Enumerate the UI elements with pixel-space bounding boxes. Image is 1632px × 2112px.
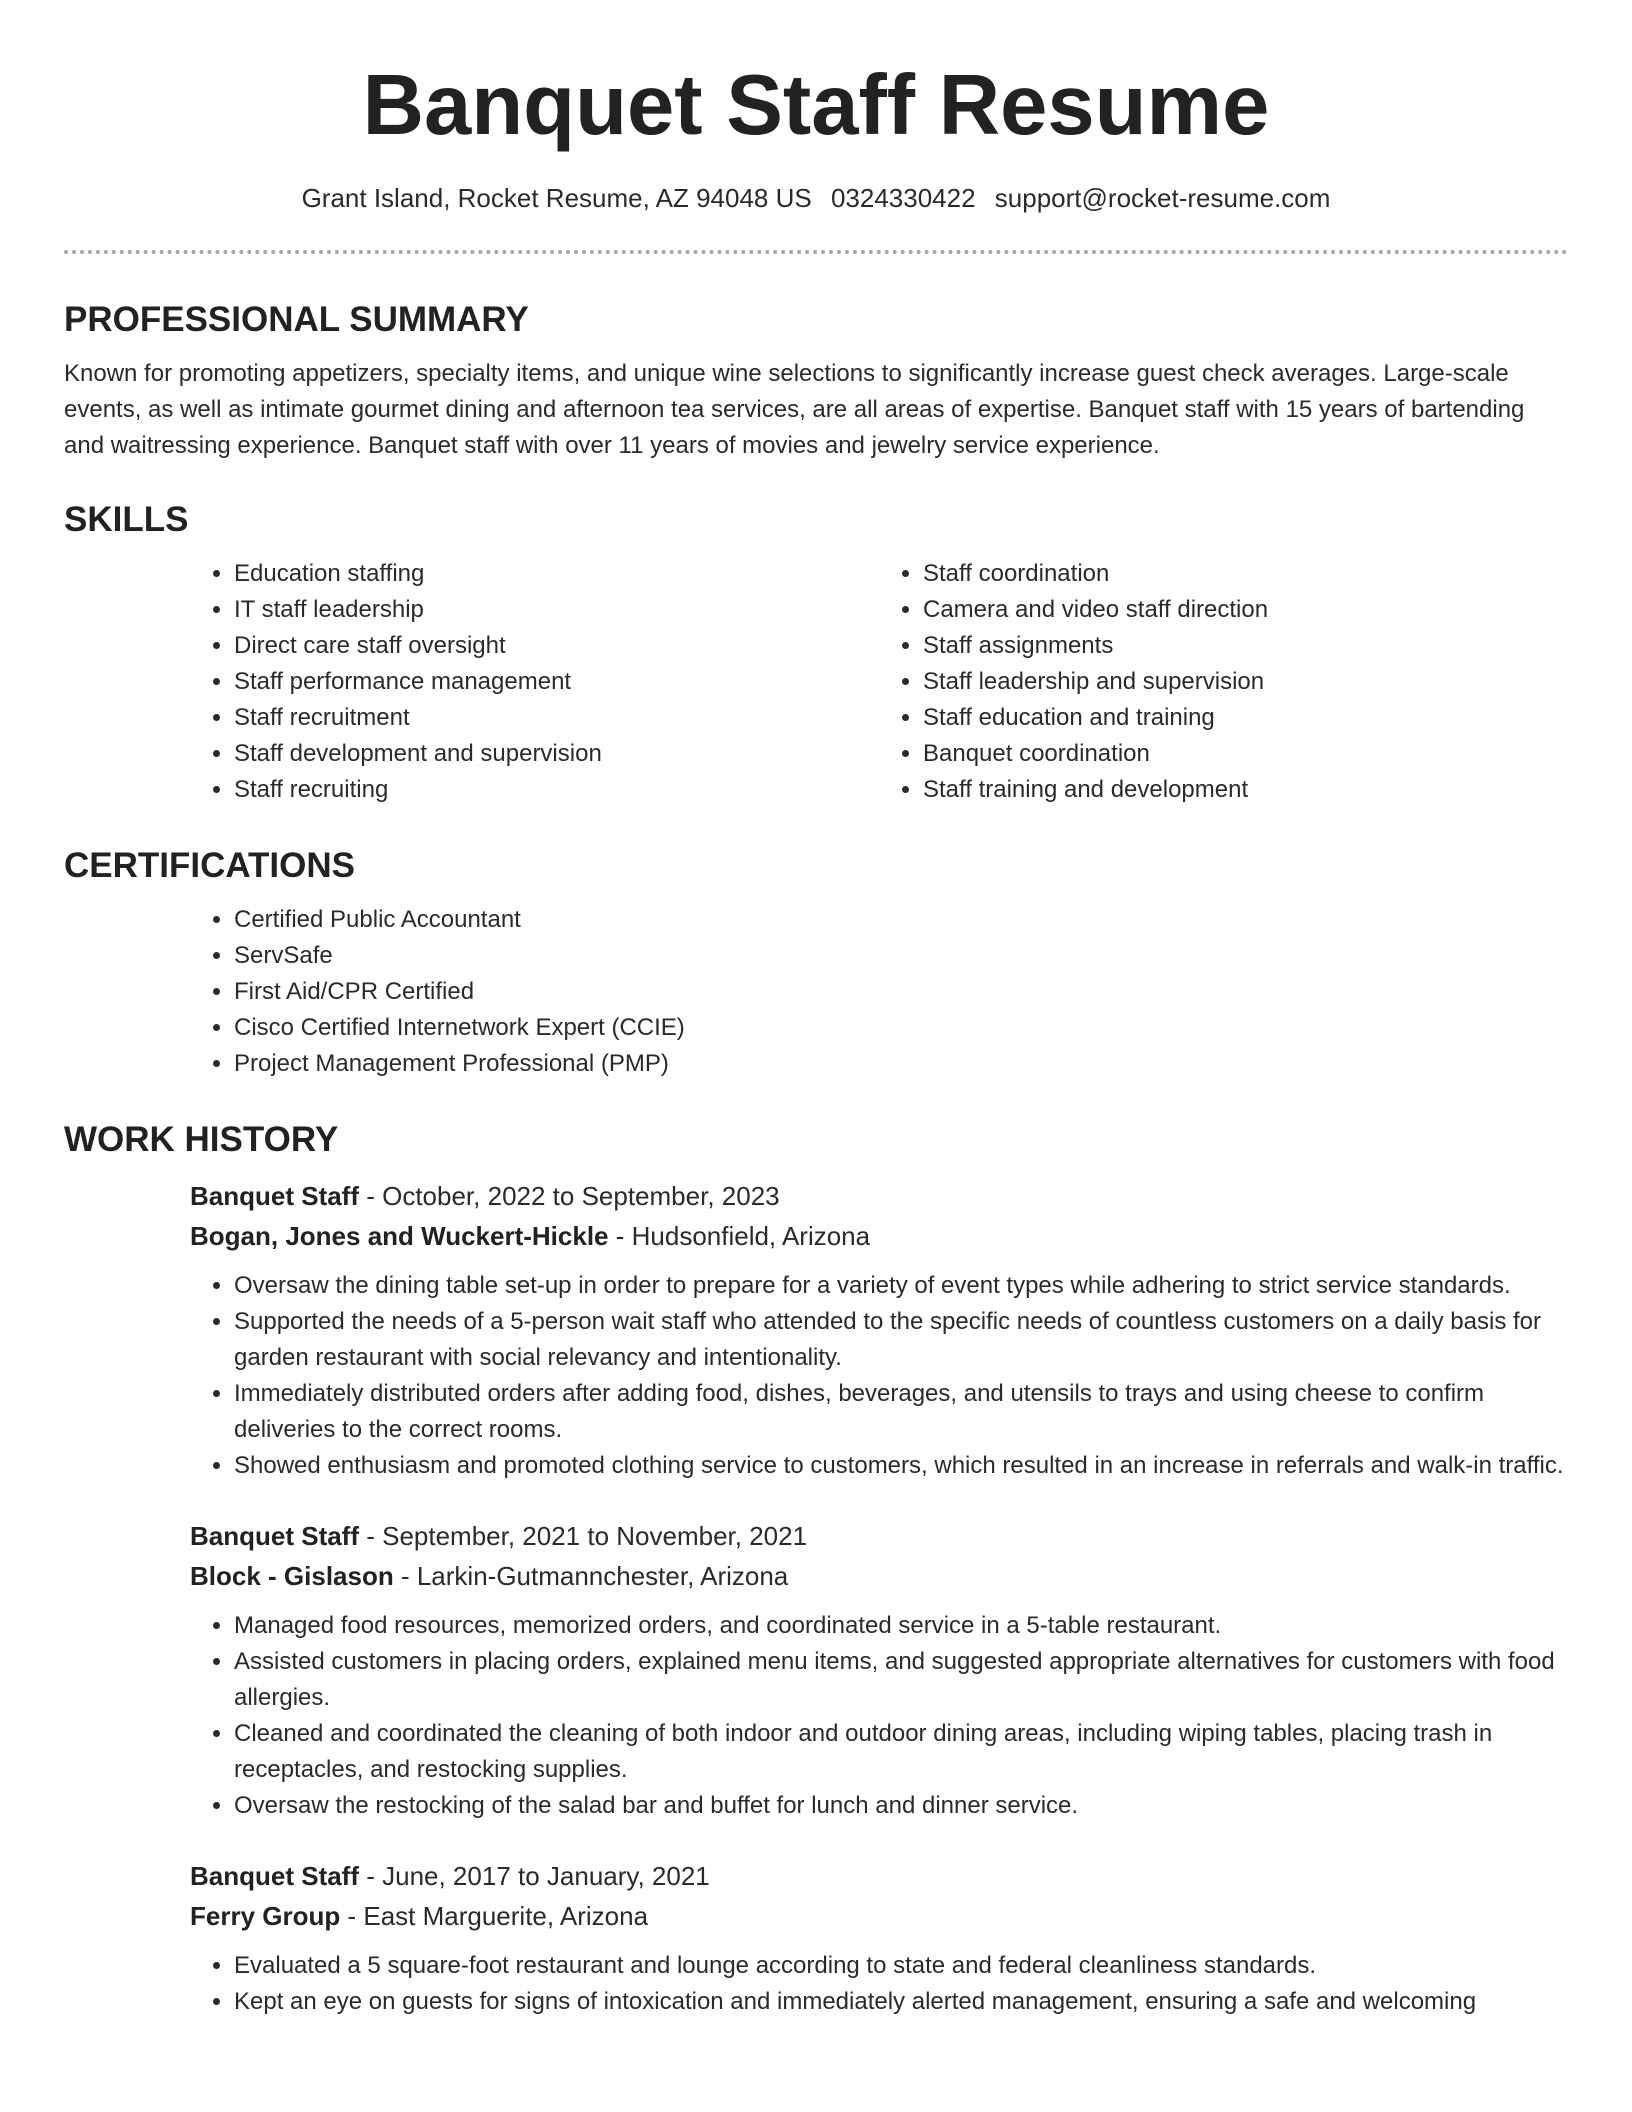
job-bullets [190, 1948, 1568, 2020]
job-title-line [190, 1856, 1568, 1896]
skill-item: • Staff development and supervision [234, 736, 879, 772]
skill-item: • Camera and video staff direction [923, 592, 1568, 628]
header-divider [64, 250, 1568, 254]
contact-email[interactable]: support@rocket-resume.com [994, 183, 1331, 213]
skills-list-left [190, 556, 879, 808]
contact-line [0, 180, 1632, 216]
certification-item: • Certified Public Accountant [234, 902, 1568, 938]
job-company: Bogan, Jones and Wuckert-Hickle [190, 1221, 609, 1251]
skill-item: • Staff assignments [923, 628, 1568, 664]
job-role: Banquet Staff [190, 1861, 359, 1891]
job-company-line [190, 1896, 1568, 1936]
contact-phone[interactable]: 0324330422 [830, 183, 976, 213]
work-history-heading: WORK HISTORY [64, 1120, 339, 1159]
job-bullet: • Showed enthusiasm and promoted clothing service to customers, which resulted in an increase in referrals and walk-in traffic. [234, 1448, 1568, 1484]
skill-item: • Staff leadership and supervision [923, 664, 1568, 700]
job-bullet: • Kept an eye on guests for signs of intoxication and immediately alerted management, ensuring a safe and welcoming [234, 1984, 1568, 2020]
work-history-section [64, 1116, 1568, 2020]
skills-list-right [879, 556, 1568, 808]
job-bullets [190, 1608, 1568, 1824]
resume-title: Banquet Staff Resume [362, 58, 1270, 153]
skill-item: • Staff recruiting [234, 772, 879, 808]
job-role: Banquet Staff [190, 1521, 359, 1551]
summary-section [64, 296, 1568, 464]
job-dates: - June, 2017 to January, 2021 [359, 1861, 710, 1891]
job-location: - Hudsonfield, Arizona [608, 1221, 871, 1251]
skill-item: • IT staff leadership [234, 592, 879, 628]
certifications-heading: CERTIFICATIONS [64, 846, 356, 885]
certifications-wrapper [190, 902, 1568, 1082]
contact-address: Grant Island, Rocket Resume, AZ 94048 US [301, 183, 812, 213]
skill-item: • Staff performance management [234, 664, 879, 700]
skill-item: • Staff education and training [923, 700, 1568, 736]
job-bullet: • Oversaw the restocking of the salad bar and buffet for lunch and dinner service. [234, 1788, 1568, 1824]
job-bullet: • Supported the needs of a 5-person wait staff who attended to the specific needs of countless customers on a daily basis for garden restaurant with social relevancy and intentionality. [234, 1304, 1568, 1376]
job-title-line [190, 1516, 1568, 1556]
job-company-line [190, 1556, 1568, 1596]
job-company-line [190, 1216, 1568, 1256]
job-entry [190, 1516, 1568, 1824]
resume-body [64, 296, 1568, 2052]
job-dates: - October, 2022 to September, 2023 [359, 1181, 780, 1211]
job-bullet: • Managed food resources, memorized orders, and coordinated service in a 5-table restaurant. [234, 1608, 1568, 1644]
skill-item: • Education staffing [234, 556, 879, 592]
job-bullet: • Immediately distributed orders after adding food, dishes, beverages, and utensils to trays and using cheese to confirm deliveries to the correct rooms. [234, 1376, 1568, 1448]
certifications-section [64, 842, 1568, 1082]
job-bullet: • Cleaned and coordinated the cleaning of both indoor and outdoor dining areas, including wiping tables, placing trash in receptacles, and restocking supplies. [234, 1716, 1568, 1788]
skill-item: • Staff coordination [923, 556, 1568, 592]
job-title-line [190, 1176, 1568, 1216]
certifications-list [190, 902, 1568, 1082]
skills-section [64, 496, 1568, 808]
job-role: Banquet Staff [190, 1181, 359, 1211]
job-company: Ferry Group [190, 1901, 341, 1931]
job-company: Block - Gislason [190, 1561, 394, 1591]
job-bullet: • Assisted customers in placing orders, explained menu items, and suggested appropriate alternatives for customers with food allergies. [234, 1644, 1568, 1716]
job-entry [190, 1856, 1568, 2020]
skill-item: • Banquet coordination [923, 736, 1568, 772]
skill-item: • Direct care staff oversight [234, 628, 879, 664]
job-dates: - September, 2021 to November, 2021 [359, 1521, 808, 1551]
job-bullet: • Oversaw the dining table set-up in order to prepare for a variety of event types while adhering to strict service standards. [234, 1268, 1568, 1304]
job-bullet: • Evaluated a 5 square-foot restaurant and lounge according to state and federal cleanliness standards. [234, 1948, 1568, 1984]
certification-item: • Project Management Professional (PMP) [234, 1046, 1568, 1082]
certification-item: • ServSafe [234, 938, 1568, 974]
summary-heading: PROFESSIONAL SUMMARY [64, 300, 529, 339]
skills-grid [190, 556, 1568, 808]
job-bullets [190, 1268, 1568, 1484]
skills-heading: SKILLS [64, 500, 189, 539]
job-location: - East Marguerite, Arizona [340, 1901, 649, 1931]
summary-text: Known for promoting appetizers, specialty items, and unique wine selections to significantly increase guest check averages. Large-scale events, as well as intimate gourmet dining and afternoon tea services, are all areas of expertise. Banquet staff with 15 years of bartending and waitressing experience. Banquet staff with over 11 years of movies and jewelry service experience. [64, 360, 1525, 459]
job-entry [190, 1176, 1568, 1484]
certification-item: • First Aid/CPR Certified [234, 974, 1568, 1010]
certification-item: • Cisco Certified Internetwork Expert (CCIE) [234, 1010, 1568, 1046]
skill-item: • Staff recruitment [234, 700, 879, 736]
job-location: - Larkin-Gutmannchester, Arizona [393, 1561, 789, 1591]
skill-item: • Staff training and development [923, 772, 1568, 808]
